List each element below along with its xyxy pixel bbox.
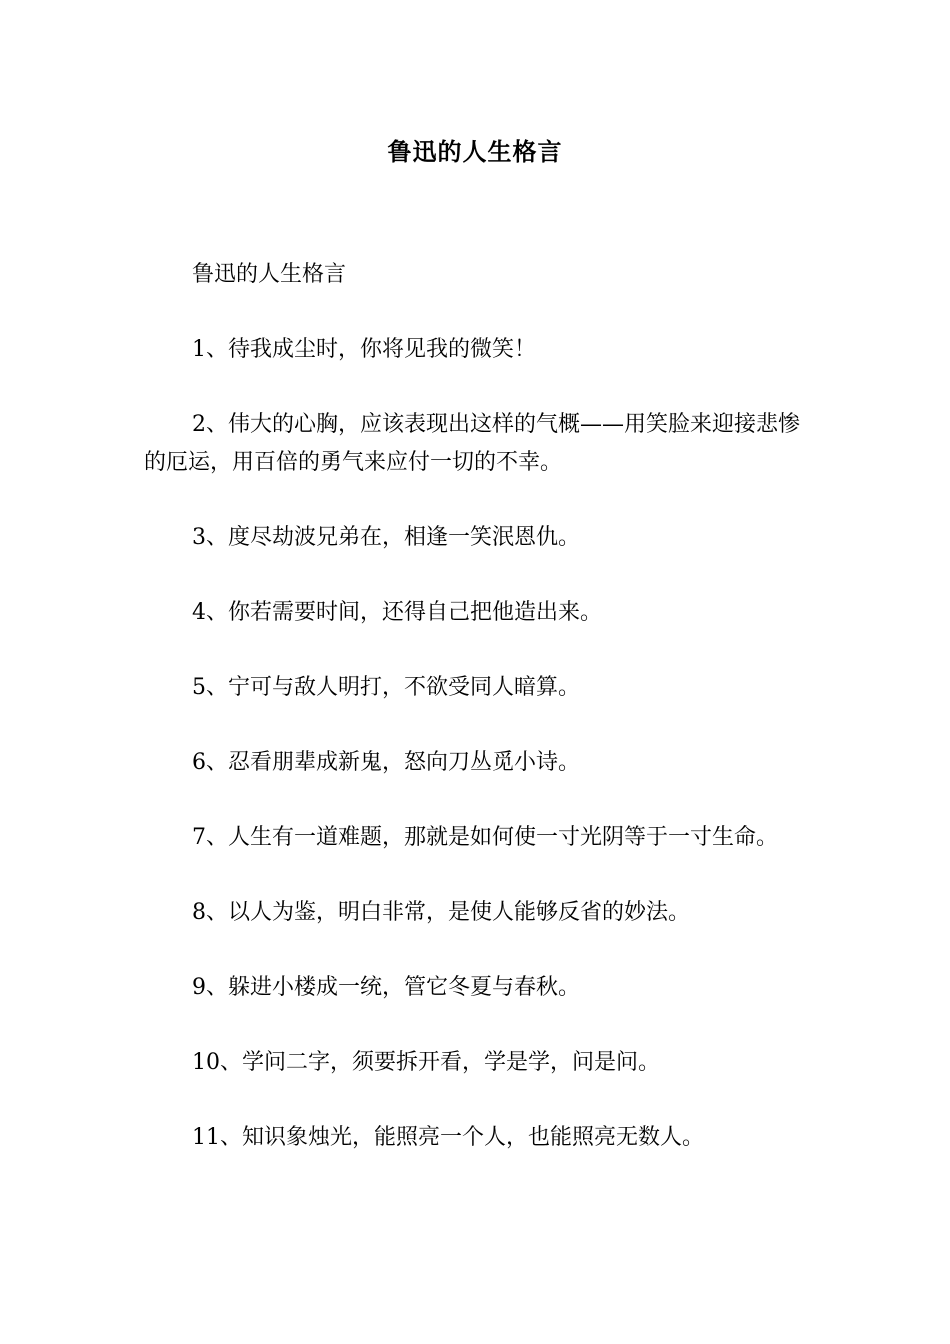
quote-item-9: 9、躲进小楼成一统，管它冬夏与春秋。: [192, 974, 580, 1000]
quote-item-5: 5、宁可与敌人明打，不欲受同人暗算。: [192, 674, 580, 700]
quote-item-10: 10、学问二字，须要拆开看，学是学，问是问。: [192, 1049, 660, 1075]
quote-item-11: 11、知识象烛光，能照亮一个人，也能照亮无数人。: [192, 1124, 704, 1150]
quote-item-2: 2、伟大的心胸，应该表现出这样的气概——用笑脸来迎接悲惨的厄运，用百倍的勇气来应付一切的不幸。: [144, 412, 800, 475]
paragraph-heading: 鲁迅的人生格言: [192, 262, 347, 287]
quote-item-6: 6、忍看朋辈成新鬼，怒向刀丛觅小诗。: [192, 749, 580, 775]
quote-item-1: 1、待我成尘时，你将见我的微笑！: [192, 337, 536, 362]
document-title: 鲁迅的人生格言: [387, 137, 563, 166]
quote-item-8: 8、以人为鉴，明白非常，是使人能够反省的妙法。: [192, 899, 690, 925]
quote-item-7: 7、人生有一道难题，那就是如何使一寸光阴等于一寸生命。: [192, 824, 778, 850]
quote-item-3: 3、度尽劫波兄弟在，相逢一笑泯恩仇。: [192, 524, 580, 550]
quote-item-4: 4、你若需要时间，还得自己把他造出来。: [192, 599, 602, 625]
document-body: [144, 256, 812, 1194]
